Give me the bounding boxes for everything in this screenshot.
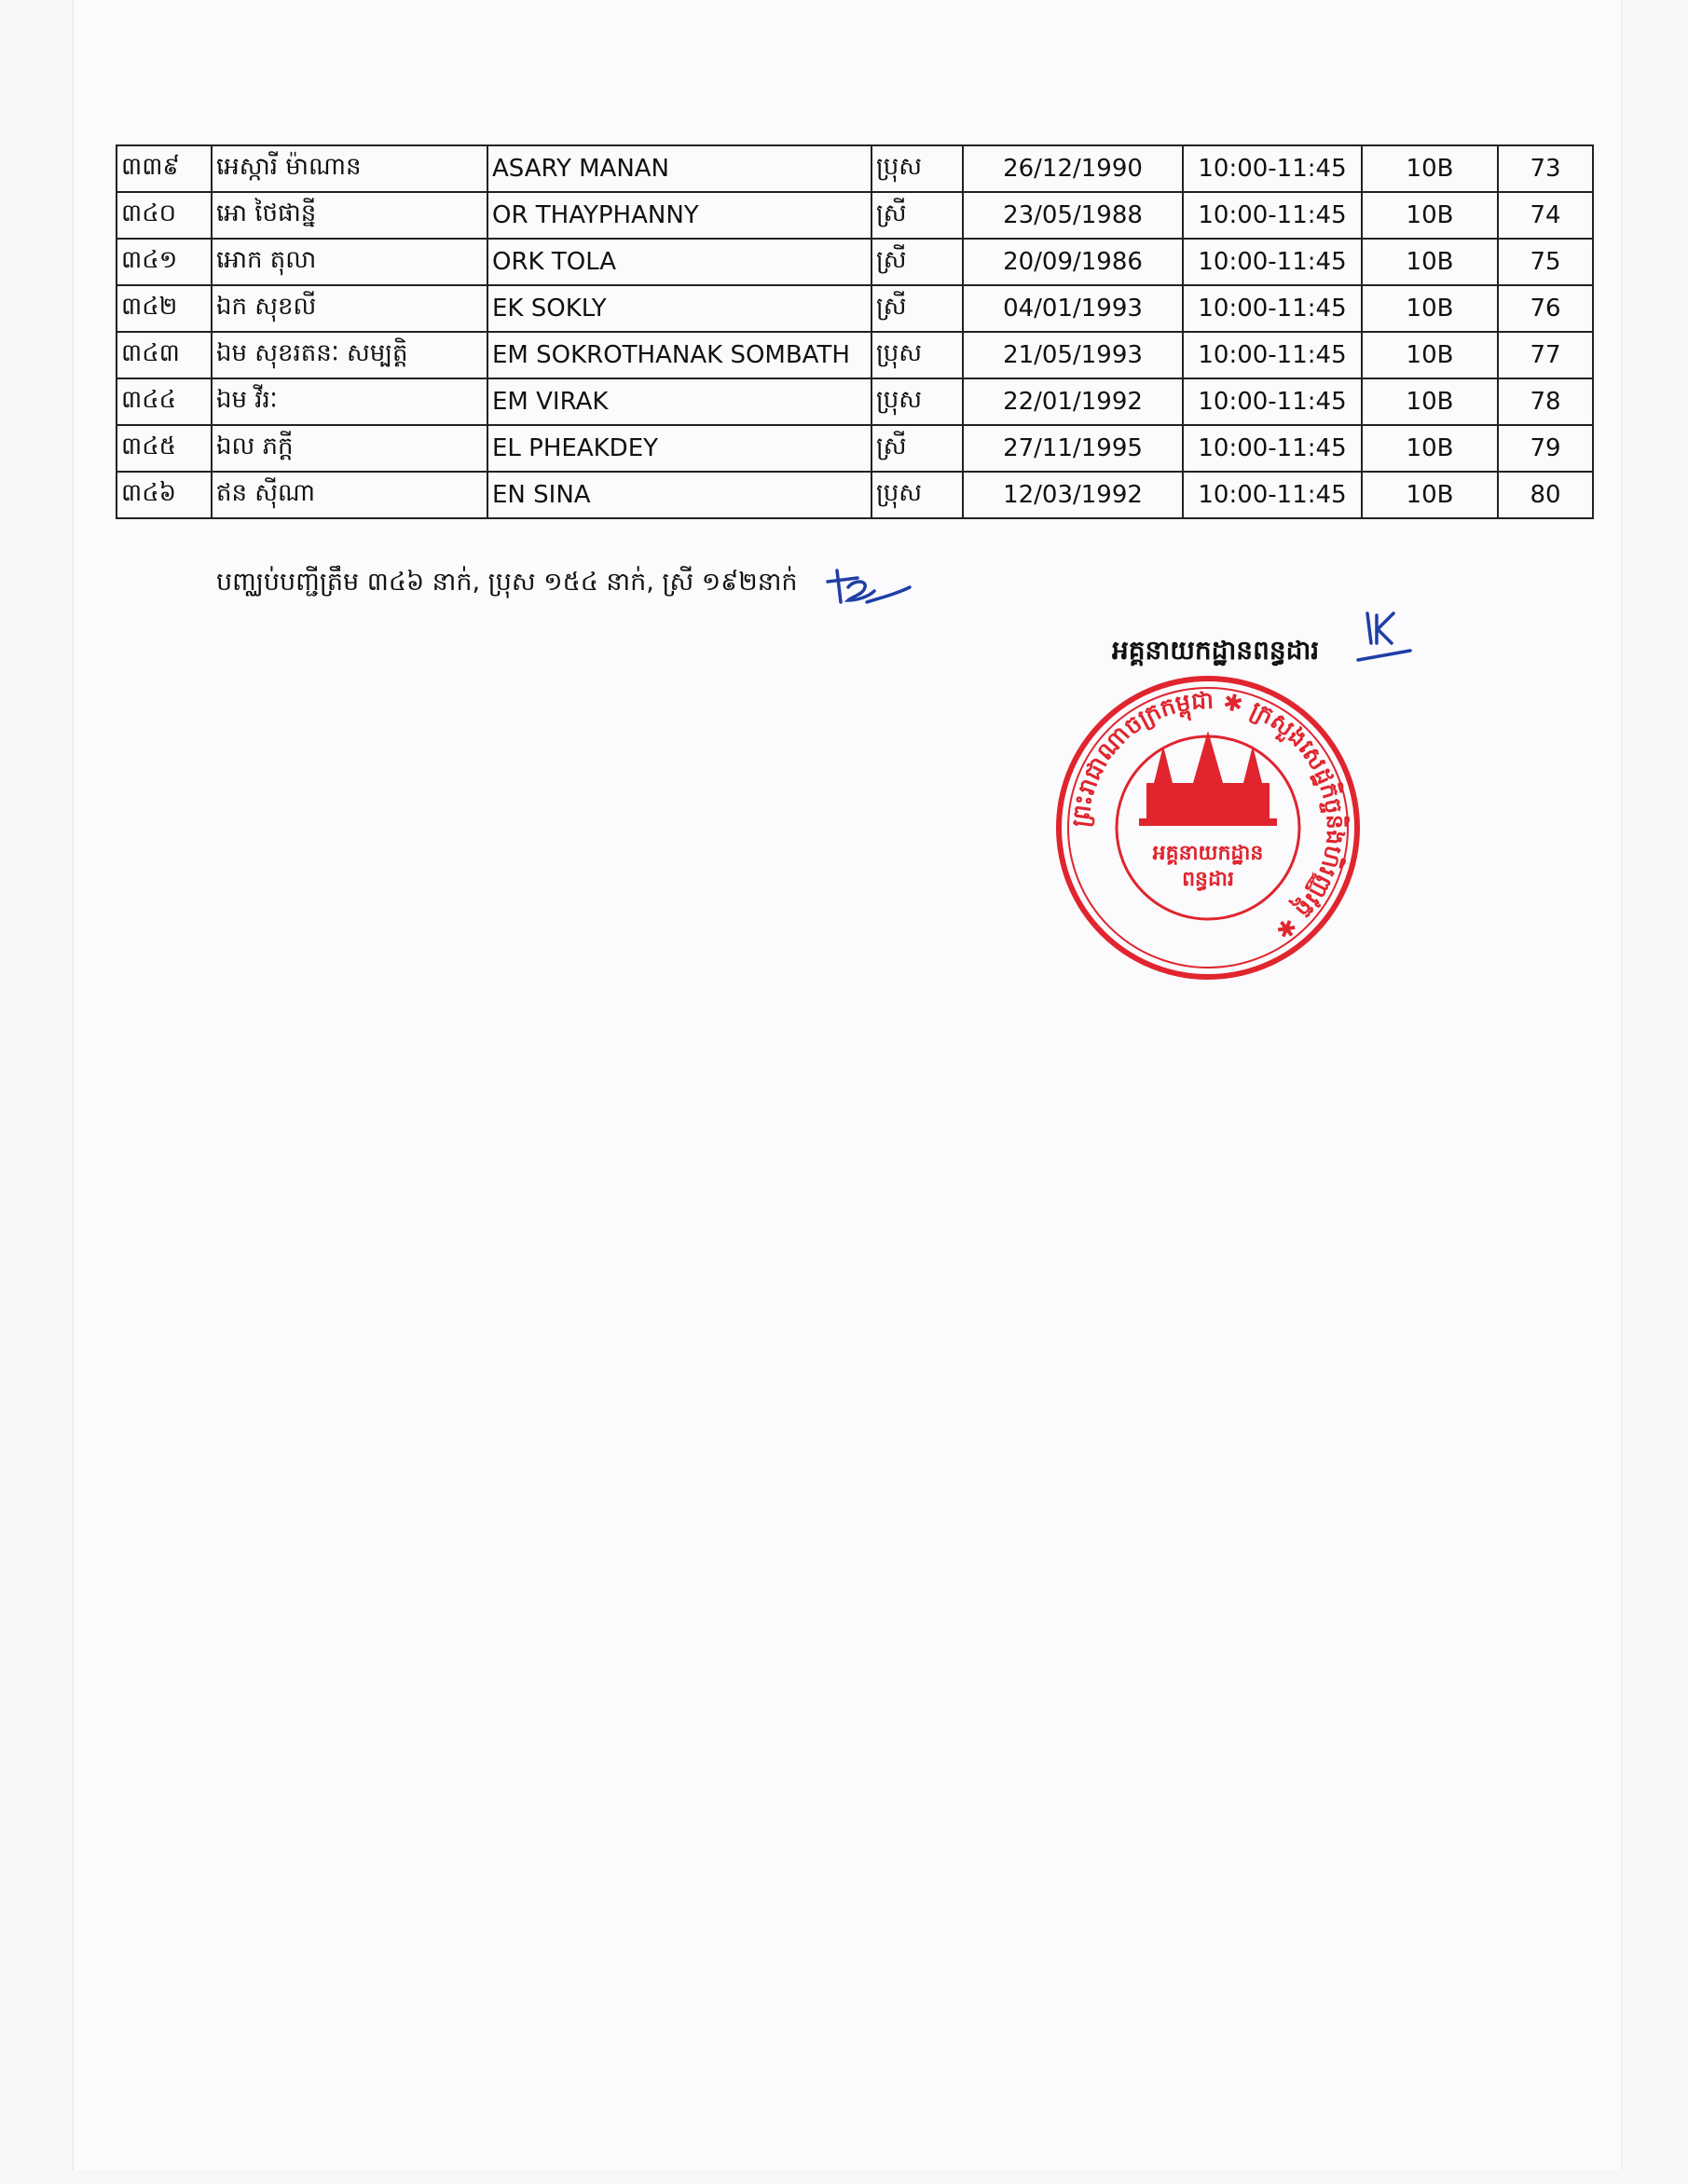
row-number-cell: ៣៤៦ — [117, 472, 212, 518]
sex-cell: ប្រុស — [871, 378, 963, 425]
summary-line: បញ្ឈប់បញ្ជីត្រឹម ៣៤៦ នាក់, ប្រុស ១៥៤ នាក់, ស្រី ១៩២នាក់ — [216, 568, 798, 597]
date-of-birth-cell: 27/11/1995 — [963, 425, 1183, 472]
seat-number-cell: 73 — [1498, 145, 1593, 192]
latin-name-cell: EK SOKLY — [487, 285, 871, 332]
table-row — [117, 285, 1593, 332]
seat-number-cell: 75 — [1498, 239, 1593, 285]
date-of-birth-cell: 21/05/1993 — [963, 332, 1183, 378]
angkor-temple-emblem — [1139, 731, 1277, 826]
row-number-cell: ៣៣៩ — [117, 145, 212, 192]
khmer-name-cell: ឯម វីរៈ — [212, 378, 487, 425]
exam-time-cell: 10:00-11:45 — [1183, 378, 1362, 425]
official-seal — [1053, 673, 1363, 982]
initials-signature-2 — [1356, 606, 1421, 671]
latin-name-cell: EN SINA — [487, 472, 871, 518]
table-row — [117, 239, 1593, 285]
latin-name-cell: OR THAYPHANNY — [487, 192, 871, 239]
date-of-birth-cell: 23/05/1988 — [963, 192, 1183, 239]
exam-time-cell: 10:00-11:45 — [1183, 332, 1362, 378]
row-number-cell: ៣៤៤ — [117, 378, 212, 425]
exam-time-cell: 10:00-11:45 — [1183, 472, 1362, 518]
table-row — [117, 425, 1593, 472]
room-cell: 10B — [1362, 285, 1498, 332]
date-of-birth-cell: 04/01/1993 — [963, 285, 1183, 332]
khmer-name-cell: ឯក សុខលី — [212, 285, 487, 332]
exam-time-cell: 10:00-11:45 — [1183, 239, 1362, 285]
sex-cell: ស្រី — [871, 192, 963, 239]
room-cell: 10B — [1362, 192, 1498, 239]
sex-cell: ប្រុស — [871, 145, 963, 192]
seal-ring-text: ព្រះរាជាណាចក្រកម្ពុជា ✱ ក្រសួងសេដ្ឋកិច្ចនិងហិរញ្ញវត្ថុ ✱ — [1066, 686, 1350, 945]
initials-signature-1 — [820, 559, 913, 615]
row-number-cell: ៣៤១ — [117, 239, 212, 285]
exam-time-cell: 10:00-11:45 — [1183, 192, 1362, 239]
room-cell: 10B — [1362, 378, 1498, 425]
seat-number-cell: 76 — [1498, 285, 1593, 332]
room-cell: 10B — [1362, 145, 1498, 192]
exam-time-cell: 10:00-11:45 — [1183, 145, 1362, 192]
latin-name-cell: EM SOKROTHANAK SOMBATH — [487, 332, 871, 378]
latin-name-cell: EL PHEAKDEY — [487, 425, 871, 472]
sex-cell: ប្រុស — [871, 332, 963, 378]
khmer-name-cell: អេស្ការី ម៉ាណាន — [212, 145, 487, 192]
latin-name-cell: EM VIRAK — [487, 378, 871, 425]
table-row — [117, 472, 1593, 518]
table-row — [117, 378, 1593, 425]
seal-center-line1: អគ្គនាយកដ្ឋាន — [1152, 842, 1264, 865]
date-of-birth-cell: 12/03/1992 — [963, 472, 1183, 518]
latin-name-cell: ORK TOLA — [487, 239, 871, 285]
date-of-birth-cell: 22/01/1992 — [963, 378, 1183, 425]
khmer-name-cell: ឯម សុខរតនៈ សម្បត្តិ — [212, 332, 487, 378]
khmer-name-cell: ឥន ស៊ីណា — [212, 472, 487, 518]
row-number-cell: ៣៤០ — [117, 192, 212, 239]
date-of-birth-cell: 26/12/1990 — [963, 145, 1183, 192]
sex-cell: ស្រី — [871, 239, 963, 285]
row-number-cell: ៣៤២ — [117, 285, 212, 332]
khmer-name-cell: អោក តុលា — [212, 239, 487, 285]
room-cell: 10B — [1362, 332, 1498, 378]
room-cell: 10B — [1362, 425, 1498, 472]
table-row — [117, 332, 1593, 378]
sex-cell: ប្រុស — [871, 472, 963, 518]
sex-cell: ស្រី — [871, 285, 963, 332]
table-row — [117, 192, 1593, 239]
date-of-birth-cell: 20/09/1986 — [963, 239, 1183, 285]
seat-number-cell: 78 — [1498, 378, 1593, 425]
latin-name-cell: ASARY MANAN — [487, 145, 871, 192]
sex-cell: ស្រី — [871, 425, 963, 472]
table-row — [117, 145, 1593, 192]
seat-number-cell: 80 — [1498, 472, 1593, 518]
seat-number-cell: 77 — [1498, 332, 1593, 378]
room-cell: 10B — [1362, 472, 1498, 518]
exam-time-cell: 10:00-11:45 — [1183, 285, 1362, 332]
room-cell: 10B — [1362, 239, 1498, 285]
signer-label: អគ្គនាយកដ្ឋានពន្ធដារ — [1112, 635, 1320, 666]
seat-number-cell: 74 — [1498, 192, 1593, 239]
row-number-cell: ៣៤៣ — [117, 332, 212, 378]
row-number-cell: ៣៤៥ — [117, 425, 212, 472]
seat-number-cell: 79 — [1498, 425, 1593, 472]
khmer-name-cell: ឯល ភក្តី — [212, 425, 487, 472]
exam-time-cell: 10:00-11:45 — [1183, 425, 1362, 472]
khmer-name-cell: អោ ថៃផាន្នី — [212, 192, 487, 239]
seal-center-line2: ពន្ធដារ — [1182, 868, 1234, 891]
candidate-table — [116, 144, 1594, 519]
